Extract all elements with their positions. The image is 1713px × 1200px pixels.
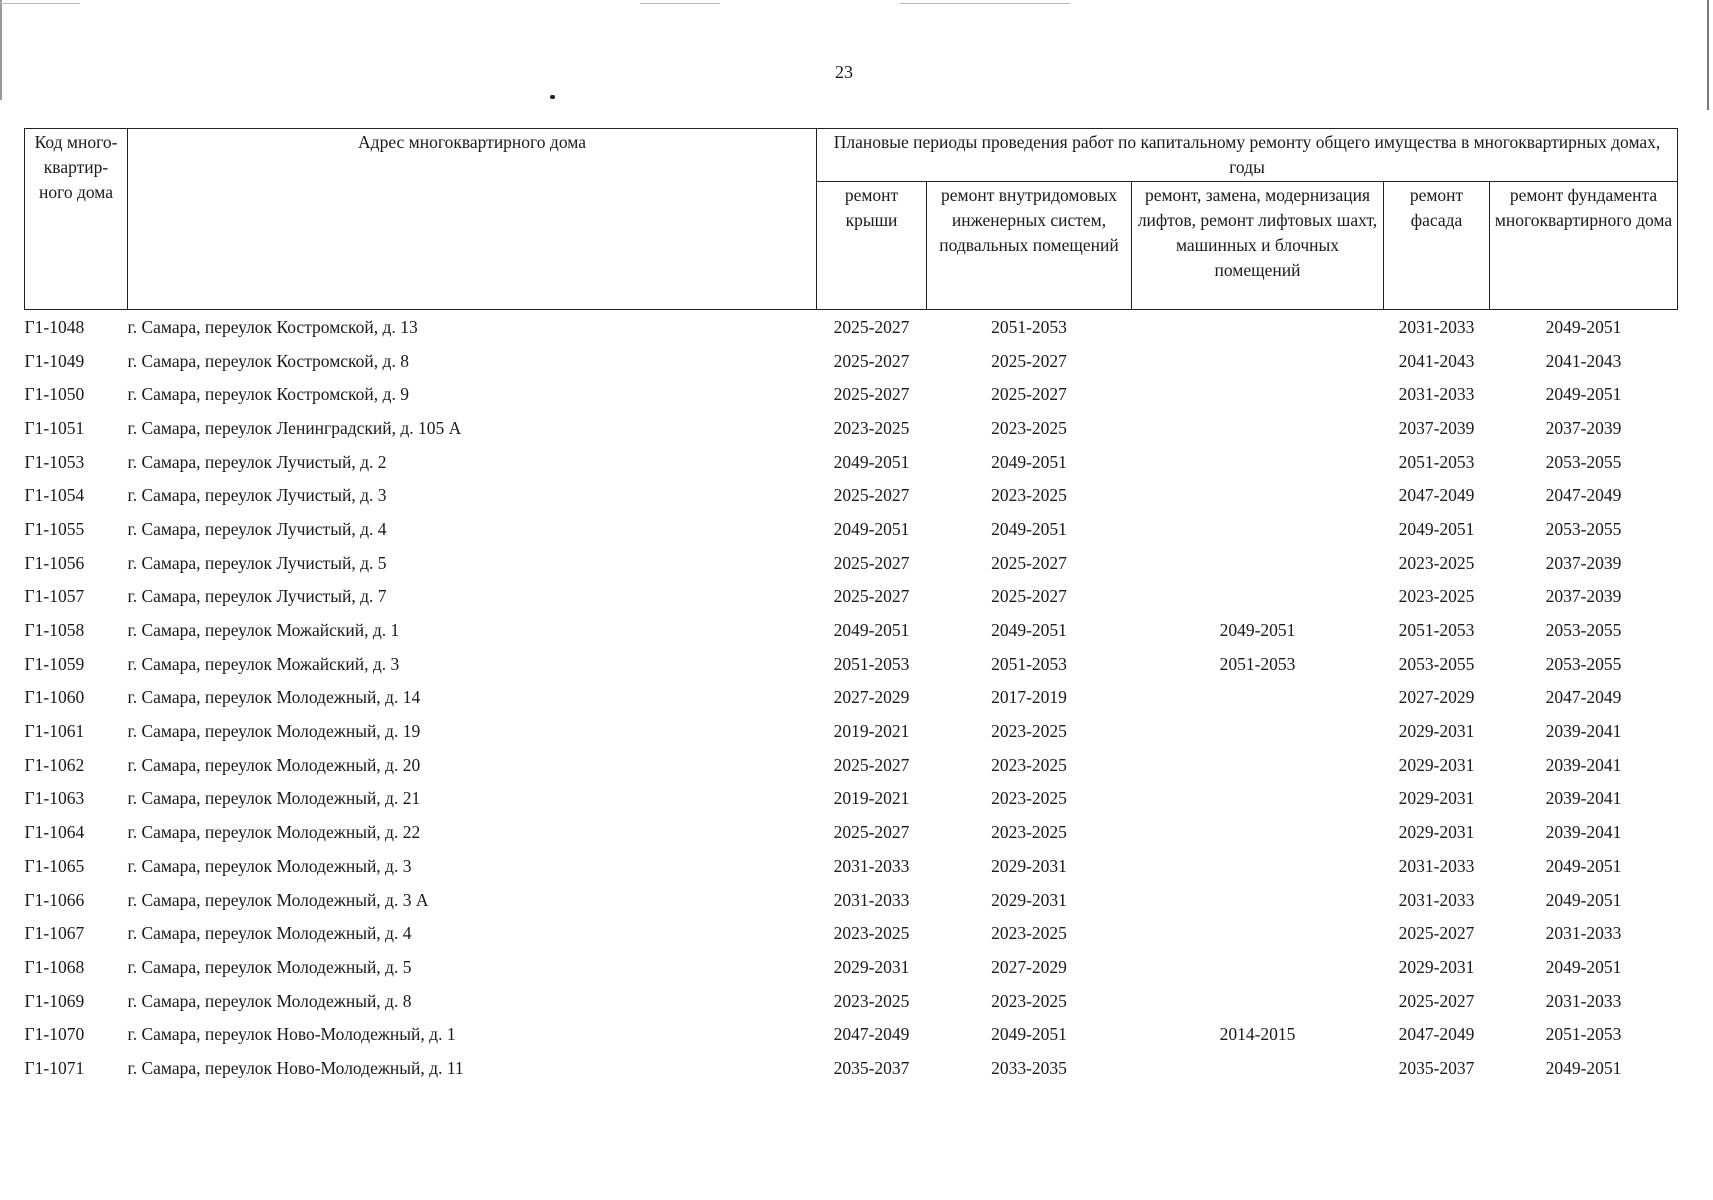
cell-facade: 2025-2027 <box>1398 990 1475 1011</box>
cell-foundation: 2049-2051 <box>1545 889 1622 910</box>
cell-roof: 2023-2025 <box>833 417 910 438</box>
table-row <box>25 681 1678 715</box>
cell-roof: 2049-2051 <box>833 451 910 472</box>
header-facade: ремонт фасада <box>1384 182 1490 310</box>
cell-lifts <box>1132 748 1384 782</box>
cell-foundation: 2053-2055 <box>1545 653 1622 674</box>
cell-lifts <box>1132 883 1384 917</box>
cell-roof: 2031-2033 <box>833 889 910 910</box>
cell-lifts <box>1132 512 1384 546</box>
cell-facade: 2029-2031 <box>1398 822 1475 843</box>
table-row <box>25 714 1678 748</box>
scan-edge-left <box>0 0 2 100</box>
cell-code: Г1-1071 <box>24 1057 85 1078</box>
cell-address: г. Самара, переулок Молодежный, д. 3 <box>127 855 412 876</box>
table-row <box>25 580 1678 614</box>
cell-address: г. Самара, переулок Ново-Молодежный, д. 1 <box>127 1024 456 1045</box>
cell-code: Г1-1055 <box>24 518 85 539</box>
cell-foundation: 2049-2051 <box>1545 1057 1622 1078</box>
cell-foundation: 2031-2033 <box>1545 990 1622 1011</box>
cell-lifts <box>1132 344 1384 378</box>
cell-foundation: 2039-2041 <box>1545 822 1622 843</box>
cell-roof: 2047-2049 <box>833 1024 910 1045</box>
cell-lifts <box>1132 580 1384 614</box>
capital-repair-table <box>24 128 1678 1085</box>
cell-lifts <box>1132 478 1384 512</box>
cell-code: Г1-1050 <box>24 384 85 405</box>
cell-lifts <box>1132 950 1384 984</box>
cell-address: г. Самара, переулок Молодежный, д. 19 <box>127 721 421 742</box>
cell-code: Г1-1049 <box>24 350 85 371</box>
cell-roof: 2031-2033 <box>833 855 910 876</box>
table-row <box>25 984 1678 1018</box>
cell-facade: 2041-2043 <box>1398 350 1475 371</box>
cell-systems: 2049-2051 <box>991 620 1067 641</box>
cell-code: Г1-1060 <box>24 687 85 708</box>
table-row <box>25 344 1678 378</box>
cell-facade: 2037-2039 <box>1398 417 1475 438</box>
cell-facade: 2051-2053 <box>1398 620 1475 641</box>
cell-lifts <box>1132 984 1384 1018</box>
cell-systems: 2023-2025 <box>991 822 1067 843</box>
cell-facade: 2023-2025 <box>1398 552 1475 573</box>
cell-lifts <box>1132 849 1384 883</box>
cell-code: Г1-1066 <box>24 889 85 910</box>
header-foundation: ремонт фундамента многоквартирного дома <box>1490 182 1678 310</box>
table-row <box>25 377 1678 411</box>
cell-code: Г1-1048 <box>24 316 85 337</box>
cell-lifts <box>1132 782 1384 816</box>
cell-code: Г1-1068 <box>24 956 85 977</box>
cell-foundation: 2031-2033 <box>1545 923 1622 944</box>
cell-facade: 2031-2033 <box>1398 316 1475 337</box>
cell-foundation: 2047-2049 <box>1545 687 1622 708</box>
cell-facade: 2029-2031 <box>1398 956 1475 977</box>
cell-code: Г1-1061 <box>24 721 85 742</box>
cell-roof: 2025-2027 <box>833 754 910 775</box>
cell-address: г. Самара, переулок Лучистый, д. 3 <box>127 485 387 506</box>
cell-facade: 2031-2033 <box>1398 384 1475 405</box>
cell-code: Г1-1051 <box>24 417 85 438</box>
cell-roof: 2025-2027 <box>833 586 910 607</box>
cell-lifts: 2051-2053 <box>1219 653 1296 674</box>
cell-code: Г1-1063 <box>24 788 85 809</box>
cell-lifts <box>1132 714 1384 748</box>
cell-roof: 2025-2027 <box>833 384 910 405</box>
table-row <box>25 647 1678 681</box>
cell-roof: 2025-2027 <box>833 316 910 337</box>
table-row <box>25 310 1678 344</box>
cell-foundation: 2037-2039 <box>1545 417 1622 438</box>
cell-address: г. Самара, переулок Ленинградский, д. 105 А <box>127 417 462 438</box>
cell-facade: 2047-2049 <box>1398 485 1475 506</box>
header-code: Код много-квартир-ного дома <box>25 129 128 310</box>
cell-code: Г1-1064 <box>24 822 85 843</box>
cell-roof: 2049-2051 <box>833 518 910 539</box>
cell-systems: 2033-2035 <box>991 1057 1067 1078</box>
cell-facade: 2029-2031 <box>1398 788 1475 809</box>
cell-code: Г1-1070 <box>24 1024 85 1045</box>
cell-systems: 2049-2051 <box>991 1024 1067 1045</box>
cell-facade: 2051-2053 <box>1398 451 1475 472</box>
cell-lifts <box>1132 916 1384 950</box>
cell-systems: 2017-2019 <box>991 687 1067 708</box>
cell-systems: 2023-2025 <box>991 417 1067 438</box>
cell-foundation: 2041-2043 <box>1545 350 1622 371</box>
cell-lifts <box>1132 1051 1384 1085</box>
cell-systems: 2029-2031 <box>991 855 1067 876</box>
cell-address: г. Самара, переулок Костромской, д. 9 <box>127 384 409 405</box>
table-row <box>25 1051 1678 1085</box>
cell-systems: 2025-2027 <box>991 384 1067 405</box>
cell-facade: 2023-2025 <box>1398 586 1475 607</box>
scan-artifact <box>0 3 80 4</box>
table-row <box>25 815 1678 849</box>
cell-foundation: 2039-2041 <box>1545 721 1622 742</box>
cell-systems: 2025-2027 <box>991 552 1067 573</box>
table-row <box>25 883 1678 917</box>
cell-roof: 2025-2027 <box>833 822 910 843</box>
cell-roof: 2051-2053 <box>833 653 910 674</box>
header-roof: ремонт крыши <box>817 182 927 310</box>
cell-roof: 2025-2027 <box>833 350 910 371</box>
cell-address: г. Самара, переулок Молодежный, д. 4 <box>127 923 412 944</box>
scan-edge-right <box>1707 0 1709 110</box>
table-row <box>25 546 1678 580</box>
header-address: Адрес многоквартирного дома <box>128 129 817 310</box>
header-systems: ремонт внутридомовых инженерных систем, подвальных помещений <box>927 182 1132 310</box>
cell-address: г. Самара, переулок Молодежный, д. 21 <box>127 788 421 809</box>
table-row <box>25 849 1678 883</box>
cell-facade: 2029-2031 <box>1398 754 1475 775</box>
page-number: 23 <box>835 62 853 82</box>
cell-systems: 2023-2025 <box>991 788 1067 809</box>
cell-code: Г1-1057 <box>24 586 85 607</box>
cell-foundation: 2049-2051 <box>1545 956 1622 977</box>
cell-facade: 2047-2049 <box>1398 1024 1475 1045</box>
cell-systems: 2027-2029 <box>991 956 1067 977</box>
cell-code: Г1-1069 <box>24 990 85 1011</box>
cell-facade: 2049-2051 <box>1398 518 1475 539</box>
cell-lifts <box>1132 815 1384 849</box>
cell-address: г. Самара, переулок Можайский, д. 3 <box>127 653 400 674</box>
table-header <box>25 129 1678 310</box>
cell-code: Г1-1058 <box>24 620 85 641</box>
cell-foundation: 2039-2041 <box>1545 788 1622 809</box>
cell-lifts <box>1132 377 1384 411</box>
cell-address: г. Самара, переулок Лучистый, д. 7 <box>127 586 387 607</box>
cell-systems: 2025-2027 <box>991 350 1067 371</box>
cell-facade: 2031-2033 <box>1398 889 1475 910</box>
cell-address: г. Самара, переулок Лучистый, д. 5 <box>127 552 387 573</box>
cell-systems: 2023-2025 <box>991 990 1067 1011</box>
cell-roof: 2049-2051 <box>833 620 910 641</box>
cell-lifts: 2049-2051 <box>1219 620 1296 641</box>
cell-lifts: 2014-2015 <box>1219 1024 1296 1045</box>
cell-lifts <box>1132 681 1384 715</box>
cell-code: Г1-1054 <box>24 485 85 506</box>
table-row <box>25 445 1678 479</box>
cell-code: Г1-1056 <box>24 552 85 573</box>
table-body <box>25 310 1678 1085</box>
table-row <box>25 748 1678 782</box>
header-lifts: ремонт, замена, модернизация лифтов, ремонт лифтовых шахт, машинных и блочных помещений <box>1132 182 1384 310</box>
cell-systems: 2029-2031 <box>991 889 1067 910</box>
table-row <box>25 613 1678 647</box>
cell-roof: 2019-2021 <box>833 721 910 742</box>
table-row <box>25 411 1678 445</box>
cell-facade: 2031-2033 <box>1398 855 1475 876</box>
cell-address: г. Самара, переулок Лучистый, д. 2 <box>127 451 387 472</box>
cell-foundation: 2049-2051 <box>1545 384 1622 405</box>
cell-foundation: 2049-2051 <box>1545 316 1622 337</box>
cell-code: Г1-1059 <box>24 653 85 674</box>
cell-foundation: 2047-2049 <box>1545 485 1622 506</box>
cell-facade: 2053-2055 <box>1398 653 1475 674</box>
table-row <box>25 916 1678 950</box>
cell-roof: 2023-2025 <box>833 923 910 944</box>
cell-code: Г1-1062 <box>24 754 85 775</box>
table-row <box>25 512 1678 546</box>
cell-foundation: 2053-2055 <box>1545 451 1622 472</box>
table-row <box>25 950 1678 984</box>
cell-systems: 2023-2025 <box>991 923 1067 944</box>
cell-facade: 2027-2029 <box>1398 687 1475 708</box>
cell-address: г. Самара, переулок Можайский, д. 1 <box>127 620 400 641</box>
cell-facade: 2035-2037 <box>1398 1057 1475 1078</box>
cell-address: г. Самара, переулок Лучистый, д. 4 <box>127 518 387 539</box>
cell-lifts <box>1132 445 1384 479</box>
cell-address: г. Самара, переулок Молодежный, д. 14 <box>127 687 421 708</box>
cell-systems: 2051-2053 <box>991 653 1067 674</box>
table-row <box>25 782 1678 816</box>
cell-roof: 2029-2031 <box>833 956 910 977</box>
cell-foundation: 2053-2055 <box>1545 620 1622 641</box>
scan-artifact <box>900 3 1070 4</box>
cell-code: Г1-1067 <box>24 923 85 944</box>
cell-systems: 2049-2051 <box>991 518 1067 539</box>
cell-address: г. Самара, переулок Молодежный, д. 8 <box>127 990 412 1011</box>
cell-systems: 2025-2027 <box>991 586 1067 607</box>
cell-code: Г1-1065 <box>24 855 85 876</box>
cell-lifts <box>1132 411 1384 445</box>
cell-roof: 2025-2027 <box>833 485 910 506</box>
cell-address: г. Самара, переулок Костромской, д. 8 <box>127 350 409 371</box>
cell-foundation: 2037-2039 <box>1545 552 1622 573</box>
cell-address: г. Самара, переулок Молодежный, д. 3 А <box>127 889 429 910</box>
cell-facade: 2025-2027 <box>1398 923 1475 944</box>
cell-lifts <box>1132 546 1384 580</box>
cell-systems: 2023-2025 <box>991 721 1067 742</box>
cell-systems: 2051-2053 <box>991 316 1067 337</box>
cell-address: г. Самара, переулок Костромской, д. 13 <box>127 316 418 337</box>
scan-artifact <box>640 3 720 4</box>
cell-roof: 2019-2021 <box>833 788 910 809</box>
cell-address: г. Самара, переулок Молодежный, д. 20 <box>127 754 421 775</box>
cell-address: г. Самара, переулок Молодежный, д. 5 <box>127 956 412 977</box>
cell-roof: 2035-2037 <box>833 1057 910 1078</box>
cell-code: Г1-1053 <box>24 451 85 472</box>
cell-roof: 2025-2027 <box>833 552 910 573</box>
cell-foundation: 2039-2041 <box>1545 754 1622 775</box>
cell-foundation: 2053-2055 <box>1545 518 1622 539</box>
cell-systems: 2023-2025 <box>991 485 1067 506</box>
scan-dot <box>550 95 555 99</box>
cell-systems: 2049-2051 <box>991 451 1067 472</box>
cell-foundation: 2049-2051 <box>1545 855 1622 876</box>
table-row <box>25 478 1678 512</box>
cell-address: г. Самара, переулок Ново-Молодежный, д. 11 <box>127 1057 464 1078</box>
cell-systems: 2023-2025 <box>991 754 1067 775</box>
cell-roof: 2023-2025 <box>833 990 910 1011</box>
header-periods: Плановые периоды проведения работ по капитальному ремонту общего имущества в многоквартирных домах, годы <box>817 129 1678 182</box>
cell-foundation: 2037-2039 <box>1545 586 1622 607</box>
cell-foundation: 2051-2053 <box>1545 1024 1622 1045</box>
cell-roof: 2027-2029 <box>833 687 910 708</box>
table-row <box>25 1017 1678 1051</box>
cell-facade: 2029-2031 <box>1398 721 1475 742</box>
cell-lifts <box>1132 310 1384 344</box>
cell-address: г. Самара, переулок Молодежный, д. 22 <box>127 822 421 843</box>
